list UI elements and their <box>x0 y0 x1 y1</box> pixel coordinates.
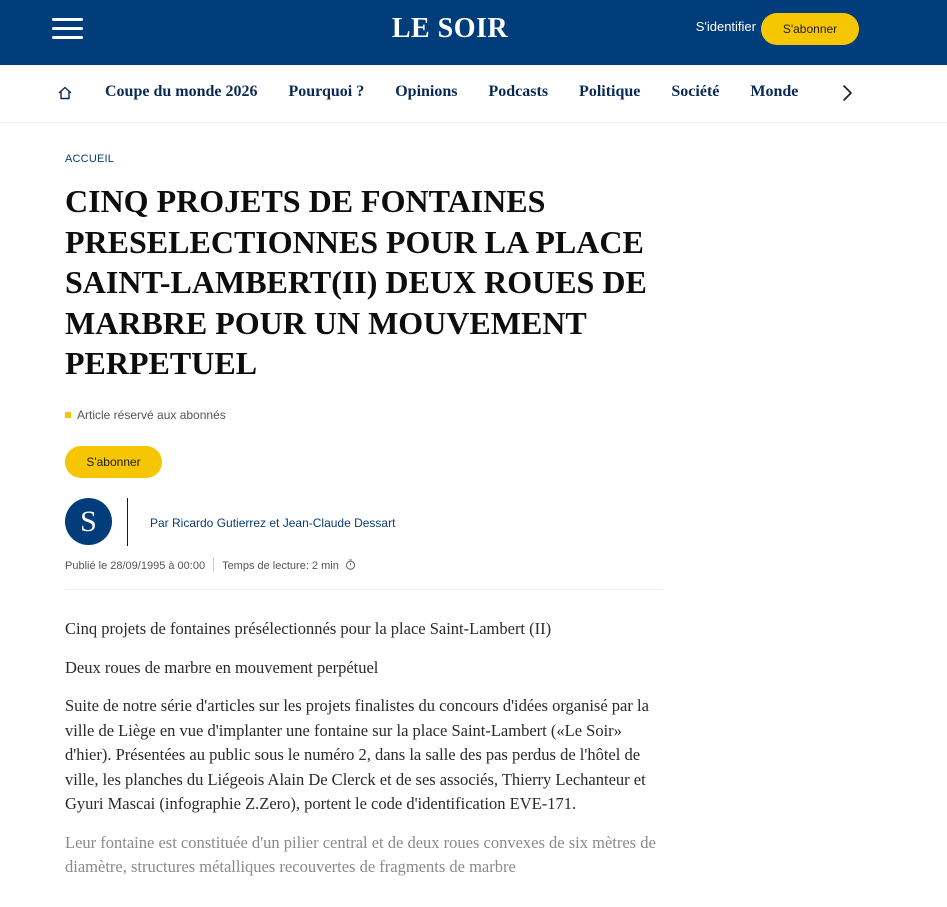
divider <box>65 589 663 590</box>
nav-item-podcasts[interactable]: Podcasts <box>488 83 549 100</box>
published-date: Publié le 28/09/1995 à 00:00 <box>65 560 206 572</box>
chevron-right-icon[interactable] <box>839 83 855 103</box>
login-link[interactable]: S'identifier <box>695 19 756 34</box>
article-paragraph: Cinq projets de fontaines présélectionnés pour la place Saint-Lambert (II) <box>65 619 552 638</box>
nav-item-politique[interactable]: Politique <box>579 83 641 100</box>
main-nav <box>0 65 947 123</box>
nav-item-societe[interactable]: Société <box>671 83 720 100</box>
premium-dot-icon <box>65 412 71 418</box>
article-meta <box>65 558 356 573</box>
nav-item-monde[interactable]: Monde <box>750 83 799 100</box>
header-subscribe-button[interactable]: S'abonner <box>761 13 859 45</box>
nav-item-pourquoi[interactable]: Pourquoi ? <box>288 83 365 100</box>
article-paragraph-faded: Leur fontaine est constituée d'un pilier central et de deux roues convexes de six mètres de diamètre, structures métalliques recouvertes de fragments de marbre <box>65 832 656 876</box>
author-byline[interactable]: Par Ricardo Gutierrez et Jean-Claude Dessart <box>150 516 396 530</box>
nav-item-coupe-du-monde[interactable]: Coupe du monde 2026 <box>105 83 258 100</box>
site-logo[interactable]: LE SOIR <box>391 13 509 44</box>
nav-items <box>105 82 845 102</box>
top-header <box>0 0 947 65</box>
article-paragraph: Suite de notre série d'articles sur les projets finalistes du concours d'idées organisé par la ville de Liège en vue d'implanter une fontaine sur la place Saint-Lambert («Le Soir» d'hier). Présentées au public sous le numéro 2, dans la salle des pas perdus de l'hôtel de ville, les planches du Liégeois Alain De Clerck et de ses associés, Thierry Lechanteur et Gyuri Mascai (infographie Z.Zero), portent le code d'identification EVE-171. <box>65 696 649 813</box>
author-divider <box>127 498 128 546</box>
premium-badge <box>65 407 226 423</box>
timer-icon <box>345 559 356 570</box>
reading-time: Temps de lecture: 2 min <box>222 560 339 572</box>
article-paragraph: Deux roues de marbre en mouvement perpétuel <box>65 657 379 677</box>
home-icon[interactable] <box>57 85 73 101</box>
nav-item-opinions[interactable]: Opinions <box>395 83 458 100</box>
article-subscribe-button[interactable]: S'abonner <box>65 446 162 478</box>
menu-icon[interactable] <box>52 18 83 40</box>
premium-label: Article réservé aux abonnés <box>77 408 226 422</box>
author-avatar: S <box>65 498 112 545</box>
article-body <box>65 617 665 894</box>
article-title: CINQ PROJETS DE FONTAINES PRESELECTIONNES POUR LA PLACE SAINT-LAMBERT(II) DEUX ROUES DE MARBRE POUR UN MOUVEMENT PERPETUEL <box>65 183 647 381</box>
breadcrumb[interactable]: ACCUEIL <box>65 153 115 165</box>
meta-separator <box>213 558 214 572</box>
